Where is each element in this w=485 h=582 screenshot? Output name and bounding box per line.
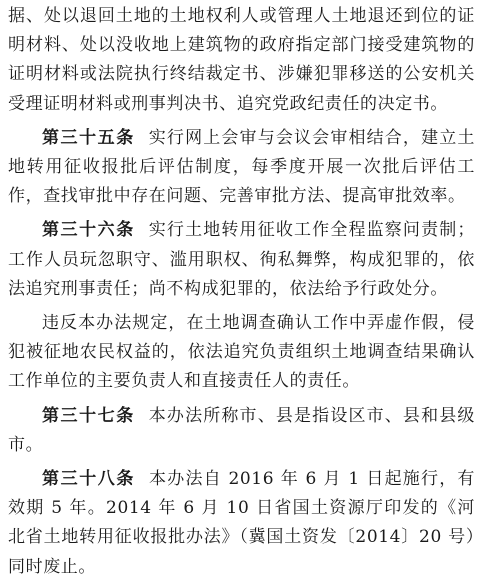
article-text: 实行网上会审与会议会审相结合，建立土地转用征收报批后评估制度，每季度开展一次批后评估工作，查找审批中存在问题、完善审批方法、提高审批效率。 (8, 127, 475, 207)
paragraph-continuation (8, 2, 475, 119)
article-text: 本办法所称市、县是指设区市、县和县级市。 (8, 405, 475, 455)
article-text: 实行土地转用征收工作全程监察问责制；工作人员玩忽职守、滥用职权、徇私舞弊，构成犯罪的，依法追究刑事责任；尚不构成犯罪的，依法给予行政处分。 (8, 220, 475, 299)
article-37 (8, 402, 475, 460)
article-38 (8, 465, 475, 582)
article-number: 第三十六条 (42, 220, 135, 241)
paragraph-text: 违反本办法规定，在土地调查确认工作中弄虚作假，侵犯被征地农民权益的，依法追究负责组织土地调查结果确认工作单位的主要负责人和直接责任人的责任。 (8, 313, 475, 392)
article-number: 第三十八条 (42, 469, 136, 490)
article-35 (8, 124, 475, 212)
document-page (0, 2, 485, 577)
article-number: 第三十七条 (42, 405, 135, 426)
article-36 (8, 216, 475, 304)
article-36-clause-2 (8, 309, 475, 397)
paragraph-text: 据、处以退回土地的土地权利人或管理人土地退还到位的证明材料、处以没收地上建筑物的政府指定部门接受建筑物的证明材料或法院执行终结裁定书、涉嫌犯罪移送的公安机关受理证明材料或刑事判决书、追究党政纪责任的决定书。 (8, 6, 475, 114)
article-number: 第三十五条 (42, 127, 135, 148)
article-text: 本办法自 2016 年 6 月 1 日起施行，有效期 5 年。2014 年 6 月 10 日省国土资源厅印发的《河北省土地转用征收报批办法》（冀国土资发〔2014〕20 号）同时废止。 (8, 469, 476, 577)
